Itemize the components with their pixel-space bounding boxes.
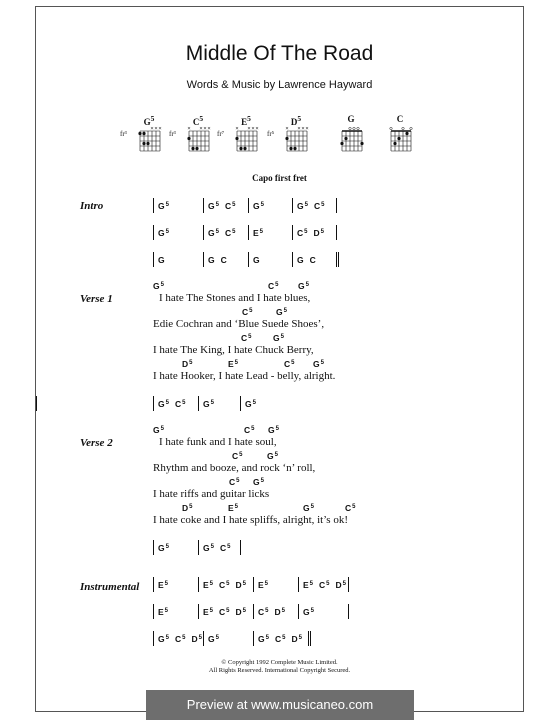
chord-diagram <box>169 114 218 156</box>
barline <box>153 198 154 213</box>
barline <box>292 225 293 240</box>
section-label-verse-2: Verse 2 <box>80 437 113 449</box>
barline <box>198 540 199 555</box>
svg-text:×: × <box>187 126 191 132</box>
lyric-line: I hate Hooker, I hate Lead - belly, alright. <box>153 370 336 382</box>
barline <box>153 396 154 411</box>
chord-symbol: G <box>297 255 304 265</box>
barline <box>203 252 204 267</box>
lyric-line: Rhythm and booze, and rock ‘n’ roll, <box>153 462 316 474</box>
barline <box>153 631 154 646</box>
barline <box>336 252 341 267</box>
svg-text:×: × <box>305 126 309 132</box>
bar-chords <box>297 228 324 238</box>
chord-diagram <box>380 114 420 156</box>
chord-symbol: $D^5$ <box>182 359 193 369</box>
bar-chords <box>158 201 169 211</box>
chord-symbol: $G^5$ <box>303 503 314 513</box>
chord-symbol: $G^5$ <box>273 333 284 343</box>
chord-diagram <box>217 114 266 156</box>
chord-symbol: $G^5$ <box>208 228 219 238</box>
barline <box>292 198 293 213</box>
chord-diagram-name: $E^5$ <box>241 114 251 127</box>
chord-diagram <box>120 114 169 156</box>
chord-diagram-name: $D^5$ <box>290 114 302 127</box>
svg-text:×: × <box>154 126 158 132</box>
svg-text:×: × <box>207 126 211 132</box>
chord-symbol: $G^5$ <box>245 399 256 409</box>
barline <box>253 577 254 592</box>
chord-symbol: $C^5$ <box>313 201 325 211</box>
bar-chords <box>158 255 165 265</box>
chord-symbol: $C^5$ <box>258 607 269 617</box>
chord-symbol: $G^5$ <box>258 634 269 644</box>
barline <box>240 396 241 411</box>
chord-symbol: $C^5$ <box>174 399 186 409</box>
barline <box>336 198 337 213</box>
barline <box>348 604 349 619</box>
bar-chords <box>297 201 324 211</box>
barline <box>153 577 154 592</box>
chord-symbol: G <box>253 255 260 265</box>
bar-chords <box>203 580 246 590</box>
chord-symbol: $C^5$ <box>219 607 230 617</box>
chord-symbol: $D^5$ <box>291 634 302 644</box>
chord-symbol: $C^5$ <box>224 228 236 238</box>
barline <box>153 540 154 555</box>
svg-text:×: × <box>235 126 239 132</box>
barline <box>248 252 249 267</box>
svg-text:×: × <box>255 126 259 132</box>
lyric-line: I hate The King, I hate Chuck Berry, <box>153 344 314 356</box>
chord-grid <box>139 125 161 155</box>
copyright-notice <box>36 659 523 675</box>
capo-note: Capo first fret <box>252 173 307 183</box>
barline <box>203 198 204 213</box>
chord-symbol: $D^5$ <box>235 580 246 590</box>
bar-chords <box>303 580 346 590</box>
fret-marker: fr³ <box>120 130 127 138</box>
chord-symbol: G <box>208 255 215 265</box>
chord-symbol: $G^5$ <box>297 201 308 211</box>
chord-symbol: $C^5$ <box>232 451 243 461</box>
chord-symbol: $G^5$ <box>208 201 219 211</box>
bar-chords <box>158 634 202 644</box>
chord-symbol: $E^5$ <box>258 580 269 590</box>
bar-chords <box>158 228 169 238</box>
bar-chords <box>297 255 316 265</box>
barline <box>348 577 349 592</box>
svg-text:×: × <box>301 126 305 132</box>
chord-symbol: $C^5$ <box>241 333 252 343</box>
chord-symbol: $G^5$ <box>203 399 214 409</box>
bar-chords <box>253 201 264 211</box>
section-label-instrumental: Instrumental <box>80 581 140 593</box>
barline <box>198 577 199 592</box>
chord-diagram-name: C <box>396 114 404 124</box>
svg-text:×: × <box>203 126 207 132</box>
chord-symbol: $G^5$ <box>158 543 169 553</box>
bar-chords <box>203 607 246 617</box>
chord-symbol: $E^5$ <box>158 580 169 590</box>
song-credit: Words & Music by Lawrence Hayward <box>186 79 373 91</box>
bar-chords <box>158 580 168 590</box>
svg-text:×: × <box>199 126 203 132</box>
chord-grid <box>286 125 308 155</box>
svg-text:×: × <box>158 126 162 132</box>
chord-symbol: $E^5$ <box>203 580 214 590</box>
bar-chords <box>258 634 302 644</box>
bar-chords <box>208 201 235 211</box>
barline <box>298 577 299 592</box>
chord-symbol: $G^5$ <box>253 477 264 487</box>
chord-symbol: $C^5$ <box>268 281 279 291</box>
chord-symbol: $G^5$ <box>276 307 287 317</box>
chord-symbol: $E^5$ <box>228 503 239 513</box>
chord-symbol: $C^5$ <box>319 580 330 590</box>
fret-marker: fr⁷ <box>217 130 225 138</box>
barline <box>198 396 199 411</box>
chord-symbol: $D^5$ <box>235 607 246 617</box>
chord-diagram <box>331 114 371 156</box>
barline <box>292 252 293 267</box>
copyright-line: © Copyright 1992 Complete Music Limited. <box>221 659 338 666</box>
section-label-verse-1: Verse 1 <box>80 293 113 305</box>
chord-symbol: $C^5$ <box>242 307 253 317</box>
chord-grid <box>236 125 258 155</box>
svg-text:×: × <box>251 126 255 132</box>
barline <box>36 396 37 411</box>
preview-banner[interactable]: Preview at www.musicaneo.com <box>146 690 414 720</box>
bar-chords <box>158 543 169 553</box>
bar-chords <box>303 607 314 617</box>
lyric-line: I hate The Stones and I hate blues, <box>159 292 311 304</box>
bar-chords <box>158 607 168 617</box>
barline <box>308 631 313 646</box>
chord-symbol: $D^5$ <box>313 228 324 238</box>
barline <box>240 540 241 555</box>
chord-symbol: $D^5$ <box>335 580 346 590</box>
bar-chords <box>203 399 214 409</box>
bar-chords <box>258 607 285 617</box>
bar-chords <box>208 255 227 265</box>
chord-diagram-name: $C^5$ <box>192 114 204 127</box>
bar-chords <box>158 399 185 409</box>
barline <box>248 198 249 213</box>
chord-symbol: $C^5$ <box>297 228 308 238</box>
chord-symbol: $C^5$ <box>345 503 356 513</box>
chord-grid <box>341 125 363 155</box>
barline <box>153 225 154 240</box>
chord-symbol: $G^5$ <box>158 399 169 409</box>
chord-symbol: C <box>220 255 227 265</box>
chord-grid <box>188 125 210 155</box>
chord-symbol: $G^5$ <box>298 281 309 291</box>
chord-symbol: $G^5$ <box>153 425 164 435</box>
chord-diagram-name: $G^5$ <box>143 114 155 127</box>
chord-symbol: $G^5$ <box>208 634 219 644</box>
barline <box>198 604 199 619</box>
chord-symbol: $D^5$ <box>191 634 202 644</box>
bar-chords <box>208 634 219 644</box>
chord-symbol: $G^5$ <box>303 607 314 617</box>
chord-symbol: $E^5$ <box>158 607 169 617</box>
barline <box>203 225 204 240</box>
barline <box>253 631 254 646</box>
barline <box>153 252 154 267</box>
lyric-line: I hate riffs and guitar licks <box>153 488 270 500</box>
barline <box>203 631 204 646</box>
chord-symbol: $D^5$ <box>274 607 285 617</box>
chord-symbol: $C^5$ <box>229 477 240 487</box>
chord-symbol: $C^5$ <box>174 634 186 644</box>
lyric-line: I hate coke and I hate spliffs, alright, it’s ok! <box>153 514 348 526</box>
barline <box>153 604 154 619</box>
lyric-line: Edie Cochran and ‘Blue Suede Shoes’, <box>153 318 325 330</box>
chord-symbol: $E^5$ <box>253 228 264 238</box>
lyric-line: I hate funk and I hate soul, <box>159 436 277 448</box>
svg-text:×: × <box>247 126 251 132</box>
bar-chords <box>253 228 263 238</box>
chord-symbol: $G^5$ <box>158 201 169 211</box>
chord-symbol: $G^5$ <box>158 228 169 238</box>
chord-symbol: G <box>158 255 165 265</box>
chord-symbol: $E^5$ <box>228 359 239 369</box>
svg-text:×: × <box>297 126 301 132</box>
bar-chords <box>253 255 260 265</box>
chord-symbol: $E^5$ <box>303 580 314 590</box>
chord-symbol: $C^5$ <box>219 543 231 553</box>
bar-chords <box>208 228 235 238</box>
chord-symbol: $G^5$ <box>203 543 214 553</box>
barline <box>336 225 337 240</box>
chord-diagram-name: G <box>347 114 355 124</box>
chord-symbol: $C^5$ <box>219 580 230 590</box>
section-label-intro: Intro <box>80 200 104 212</box>
chord-grid <box>390 125 412 155</box>
barline <box>248 225 249 240</box>
chord-diagram <box>267 114 316 156</box>
chord-symbol: $C^5$ <box>244 425 255 435</box>
chord-symbol: $E^5$ <box>203 607 214 617</box>
chord-symbol: $C^5$ <box>284 359 295 369</box>
chord-symbol: $G^5$ <box>153 281 164 291</box>
copyright-line: All Rights Reserved. International Copyright Secured. <box>208 667 351 674</box>
song-title: Middle Of The Road <box>185 42 374 65</box>
sheet-page <box>35 6 524 712</box>
chord-symbol: $C^5$ <box>224 201 236 211</box>
svg-text:×: × <box>285 126 289 132</box>
chord-symbol: $D^5$ <box>182 503 193 513</box>
chord-symbol: $G^5$ <box>313 359 324 369</box>
chord-symbol: $G^5$ <box>267 451 278 461</box>
fret-marker: fr³ <box>169 130 176 138</box>
chord-symbol: $C^5$ <box>274 634 286 644</box>
chord-symbol: $G^5$ <box>158 634 169 644</box>
barline <box>298 604 299 619</box>
bar-chords <box>203 543 230 553</box>
bar-chords <box>258 580 268 590</box>
chord-symbol: $G^5$ <box>253 201 264 211</box>
chord-symbol: C <box>309 255 316 265</box>
chord-symbol: $G^5$ <box>268 425 279 435</box>
bar-chords <box>245 399 256 409</box>
svg-text:×: × <box>150 126 154 132</box>
barline <box>253 604 254 619</box>
fret-marker: fr⁵ <box>267 130 275 138</box>
